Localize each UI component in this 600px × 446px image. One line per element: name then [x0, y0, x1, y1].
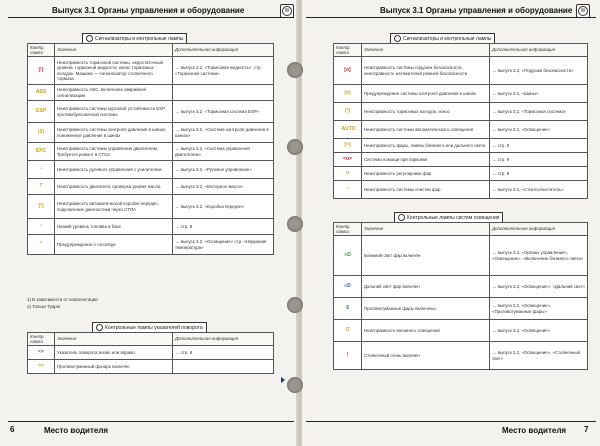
right-header-title: Выпуск 3.1 Органы управления и оборудование: [380, 6, 573, 15]
col-header-meaning: Значение: [362, 223, 490, 236]
info-cell: → выпуск 3.2, «Коробка передач»: [173, 195, 274, 219]
left-page-number: 6: [10, 425, 15, 434]
info-cell: → выпуск 3.2, «Стеклоочиститель»: [490, 181, 588, 199]
lamp-cell: [334, 167, 362, 181]
lamp-cell: [28, 179, 55, 195]
meaning-cell: Предупреждение о гололёде: [55, 235, 173, 255]
info-cell: → выпуск 3.2, «Моторное масло»: [173, 179, 274, 195]
lamp-cell: [334, 298, 362, 320]
table-row: [334, 57, 588, 85]
right-header-rule: [306, 17, 596, 18]
meaning-cell: Система помощи при парковке: [362, 153, 490, 167]
warning-lamp-icon: *: [40, 241, 42, 247]
warning-lamp-icon: [=]: [344, 142, 351, 148]
info-cell: → выпуск 3.2, «Система управления двигателем»: [173, 143, 274, 161]
info-cell: → выпуск 3.2, «Освещение», «Дальний свет»: [490, 276, 588, 298]
lamp-cell: [28, 123, 55, 143]
lamp-cell: [334, 320, 362, 342]
warning-lamp-icon: =>: [38, 363, 44, 369]
warning-lamp-icon: o: [345, 170, 350, 176]
info-cell: → стр. 8: [173, 219, 274, 235]
table-row: [334, 103, 588, 121]
warning-lamp-icon: ~: [39, 223, 43, 229]
meaning-cell: Противотуманный фонарь включён: [55, 360, 173, 374]
info-icon: [96, 324, 103, 331]
warning-lamp-icon: ESP: [35, 108, 46, 114]
right-footer-text: Место водителя: [502, 426, 567, 435]
punch-hole: [287, 377, 303, 393]
lamp-cell: [334, 139, 362, 153]
warning-lamp-icon: !: [346, 352, 349, 358]
right-page-number: 7: [584, 425, 589, 434]
warning-lamp-icon: <o>: [343, 156, 352, 162]
warning-lamp-icon: (!): [38, 67, 44, 73]
lamp-cell: [334, 342, 362, 370]
lamp-cell: [28, 360, 55, 374]
left-table1-caption: Сигнализаторы и контрольные лампы: [82, 33, 187, 45]
col-header-lamp: Контр. лампа: [28, 333, 55, 346]
info-cell: → выпуск 3.2, «Подушки безопасности»: [490, 57, 588, 85]
table-row: [28, 85, 274, 101]
meaning-cell: Неисправность системы управления двигателем. Требуется ремонт в СТОА: [55, 143, 173, 161]
right-footer-rule: [306, 421, 596, 422]
lamp-cell: [28, 346, 55, 360]
meaning-cell: Стояночный огонь включён: [362, 342, 490, 370]
info-cell: → стр. 8: [490, 167, 588, 181]
table-row: [28, 123, 274, 143]
meaning-cell: Неисправность тормозных колодок, износ: [362, 103, 490, 121]
col-header-lamp: Контр. лампа: [334, 223, 362, 236]
meaning-cell: Неисправность системы автоматического освещения: [362, 121, 490, 139]
info-cell: → стр. 9: [490, 153, 588, 167]
info-cell: → выпуск 3.2, «Освещение», «Стояночный свет»: [490, 342, 588, 370]
col-header-meaning: Значение: [362, 44, 490, 57]
warning-lamp-icon: ≡D: [344, 252, 351, 258]
info-cell: → выпуск 3.2, «Тормозная система ESP»: [173, 101, 274, 123]
col-header-info: Дополнительная информация: [490, 223, 588, 236]
table-row: [28, 360, 274, 374]
meaning-cell: Неисправность АБС, включение аварийной сигнализации: [55, 85, 173, 101]
lamp-cell: [28, 235, 55, 255]
right-table2-caption: Контрольные лампы систем освещения: [394, 212, 503, 224]
table-row: [334, 181, 588, 199]
left-table1: [27, 43, 274, 255]
info-cell: → стр. 8: [173, 346, 274, 360]
punch-hole: [287, 297, 303, 313]
left-header-title: Выпуск 3.1 Органы управления и оборудование: [52, 6, 245, 15]
meaning-cell: Неисправность фары, лампы ближнего или дальнего света: [362, 139, 490, 153]
warning-lamp-icon: ABS: [35, 89, 47, 95]
meaning-cell: Дальний свет фар включён: [362, 276, 490, 298]
meaning-cell: Неисправность системы курсовой устойчивости ESP, противобуксовочной системы: [55, 101, 173, 123]
footnote: 2) Только Туарег: [27, 304, 61, 309]
lamp-cell: [28, 101, 55, 123]
table-row: [28, 57, 274, 85]
info-cell: → выпуск 3.2, «Освещение»: [490, 121, 588, 139]
lamp-cell: [334, 276, 362, 298]
meaning-cell: Неисправность внешнего освещения: [362, 320, 490, 342]
info-cell: → выпуск 3.2, «Тормозная система»: [490, 103, 588, 121]
meaning-cell: Неисправность рулевого управления с усилителем: [55, 161, 173, 179]
warning-lamp-icon: ≡D: [344, 283, 351, 289]
info-icon: [398, 214, 405, 221]
right-table1-caption: Сигнализаторы и контрольные лампы: [390, 33, 495, 45]
table-row: [334, 121, 588, 139]
table-row: [28, 179, 274, 195]
table-row: [334, 139, 588, 153]
warning-lamp-icon: ~: [346, 186, 349, 192]
col-header-lamp: Контр. лампа: [334, 44, 362, 57]
punch-hole: [287, 139, 303, 155]
meaning-cell: Ближний свет фар включён: [362, 236, 490, 276]
footnote: 1) В зависимости от комплектации: [27, 297, 98, 302]
info-cell: → выпуск 3.2, «Тормозная жидкость», стр. «Тормозная система»: [173, 57, 274, 85]
warning-lamp-icon: AUTO: [341, 126, 356, 132]
lamp-cell: [28, 57, 55, 85]
col-header-info: Дополнительная информация: [173, 44, 274, 57]
meaning-cell: Неисправность двигателя, проверка уровня масла: [55, 179, 173, 195]
meaning-cell: Противотуманные фары включены: [362, 298, 490, 320]
left-header-rule: [8, 17, 294, 18]
meaning-cell: Неисправность системы контроля давления в шинах, пониженное давление в шинах: [55, 123, 173, 143]
col-header-info: Дополнительная информация: [173, 333, 274, 346]
meaning-cell: Низкий уровень топлива в баке: [55, 219, 173, 235]
right-page: [302, 0, 600, 446]
warning-lamp-icon: <=: [38, 349, 44, 355]
table-row: [28, 143, 274, 161]
meaning-cell: Неисправность автоматической коробки передач, подключение диагностики через СТОА: [55, 195, 173, 219]
warning-lamp-icon: (*): [344, 108, 351, 114]
table-row: [334, 342, 588, 370]
info-cell: → выпуск 3.2, «Освещение»: [490, 320, 588, 342]
meaning-cell: Неисправность системы подушек безопасности, неисправность натяжителей ремней безопасности: [362, 57, 490, 85]
punch-hole: [287, 62, 303, 78]
table-row: [28, 101, 274, 123]
table-row: [28, 195, 274, 219]
warning-lamp-icon: EPC: [35, 148, 47, 154]
table-row: [334, 153, 588, 167]
info-cell: [173, 85, 274, 101]
lamp-cell: [334, 85, 362, 103]
warning-lamp-icon: [!]: [38, 203, 44, 209]
right-table1: [333, 43, 588, 199]
vw-logo-icon: W: [280, 4, 294, 18]
left-page: [0, 0, 298, 446]
warning-lamp-icon: (0): [37, 129, 45, 135]
left-table2: [27, 332, 274, 374]
meaning-cell: Предупреждение системы контроля давления в шинах: [362, 85, 490, 103]
info-cell: → выпуск 3.2, «Оснащение» стр. «Наружная температура»: [173, 235, 274, 255]
info-icon: [86, 35, 93, 42]
lamp-cell: [334, 181, 362, 199]
right-table2: [333, 222, 588, 370]
table-row: [28, 346, 274, 360]
warning-lamp-icon: O: [345, 327, 350, 333]
continue-arrow-icon: [281, 377, 285, 383]
info-cell: → выпуск 3.2, «Рулевое управление»: [173, 161, 274, 179]
warning-lamp-icon: ~: [39, 166, 43, 172]
col-header-info: Дополнительная информация: [490, 44, 588, 57]
meaning-cell: Неисправность регулировки фар: [362, 167, 490, 181]
table-row: [28, 161, 274, 179]
info-cell: → выпуск 3.2, «Шины»: [490, 85, 588, 103]
lamp-cell: [28, 195, 55, 219]
table-row: [334, 320, 588, 342]
table-row: [334, 85, 588, 103]
info-cell: [173, 360, 274, 374]
info-cell: → выпуск 3.2, «Система контроля давления в шинах»: [173, 123, 274, 143]
table-row: [334, 167, 588, 181]
left-table2-caption: Контрольные лампы указателей поворота: [92, 322, 207, 334]
lamp-cell: [28, 219, 55, 235]
meaning-cell: Неисправность тормозной системы, недостаточный уровень тормозной жидкости, износ тормозных колодок. Машина — сигнализатор стояночного тормоза: [55, 57, 173, 85]
info-cell: → выпуск 3.2, «Органы управления», «Освещение», «Включение ближнего света»: [490, 236, 588, 276]
lamp-cell: [28, 143, 55, 161]
lamp-cell: [334, 57, 362, 85]
warning-lamp-icon: [o]: [344, 67, 351, 73]
lamp-cell: [334, 121, 362, 139]
info-cell: → стр. 8: [490, 139, 588, 153]
meaning-cell: Неисправность системы очистки фар: [362, 181, 490, 199]
punch-hole: [287, 216, 303, 232]
warning-lamp-icon: T: [39, 183, 43, 189]
col-header-lamp: Контр. лампа: [28, 44, 55, 57]
table-row: [334, 236, 588, 276]
lamp-cell: [28, 161, 55, 179]
info-cell: → выпуск 3.2, «Освещение», «Противотуманные фары»: [490, 298, 588, 320]
table-row: [334, 276, 588, 298]
meaning-cell: Указатель поворота влево или вправо: [55, 346, 173, 360]
warning-lamp-icon: (o): [344, 90, 351, 96]
lamp-cell: [334, 236, 362, 276]
lamp-cell: [334, 153, 362, 167]
warning-lamp-icon: $: [346, 305, 349, 311]
left-footer-text: Место водителя: [44, 426, 109, 435]
vw-logo-icon: W: [576, 4, 590, 18]
col-header-meaning: Значение: [55, 333, 173, 346]
lamp-cell: [28, 85, 55, 101]
table-row: [334, 298, 588, 320]
info-icon: [394, 35, 401, 42]
table-row: [28, 219, 274, 235]
table-row: [28, 235, 274, 255]
lamp-cell: [334, 103, 362, 121]
left-footer-rule: [8, 421, 294, 422]
col-header-meaning: Значение: [55, 44, 173, 57]
